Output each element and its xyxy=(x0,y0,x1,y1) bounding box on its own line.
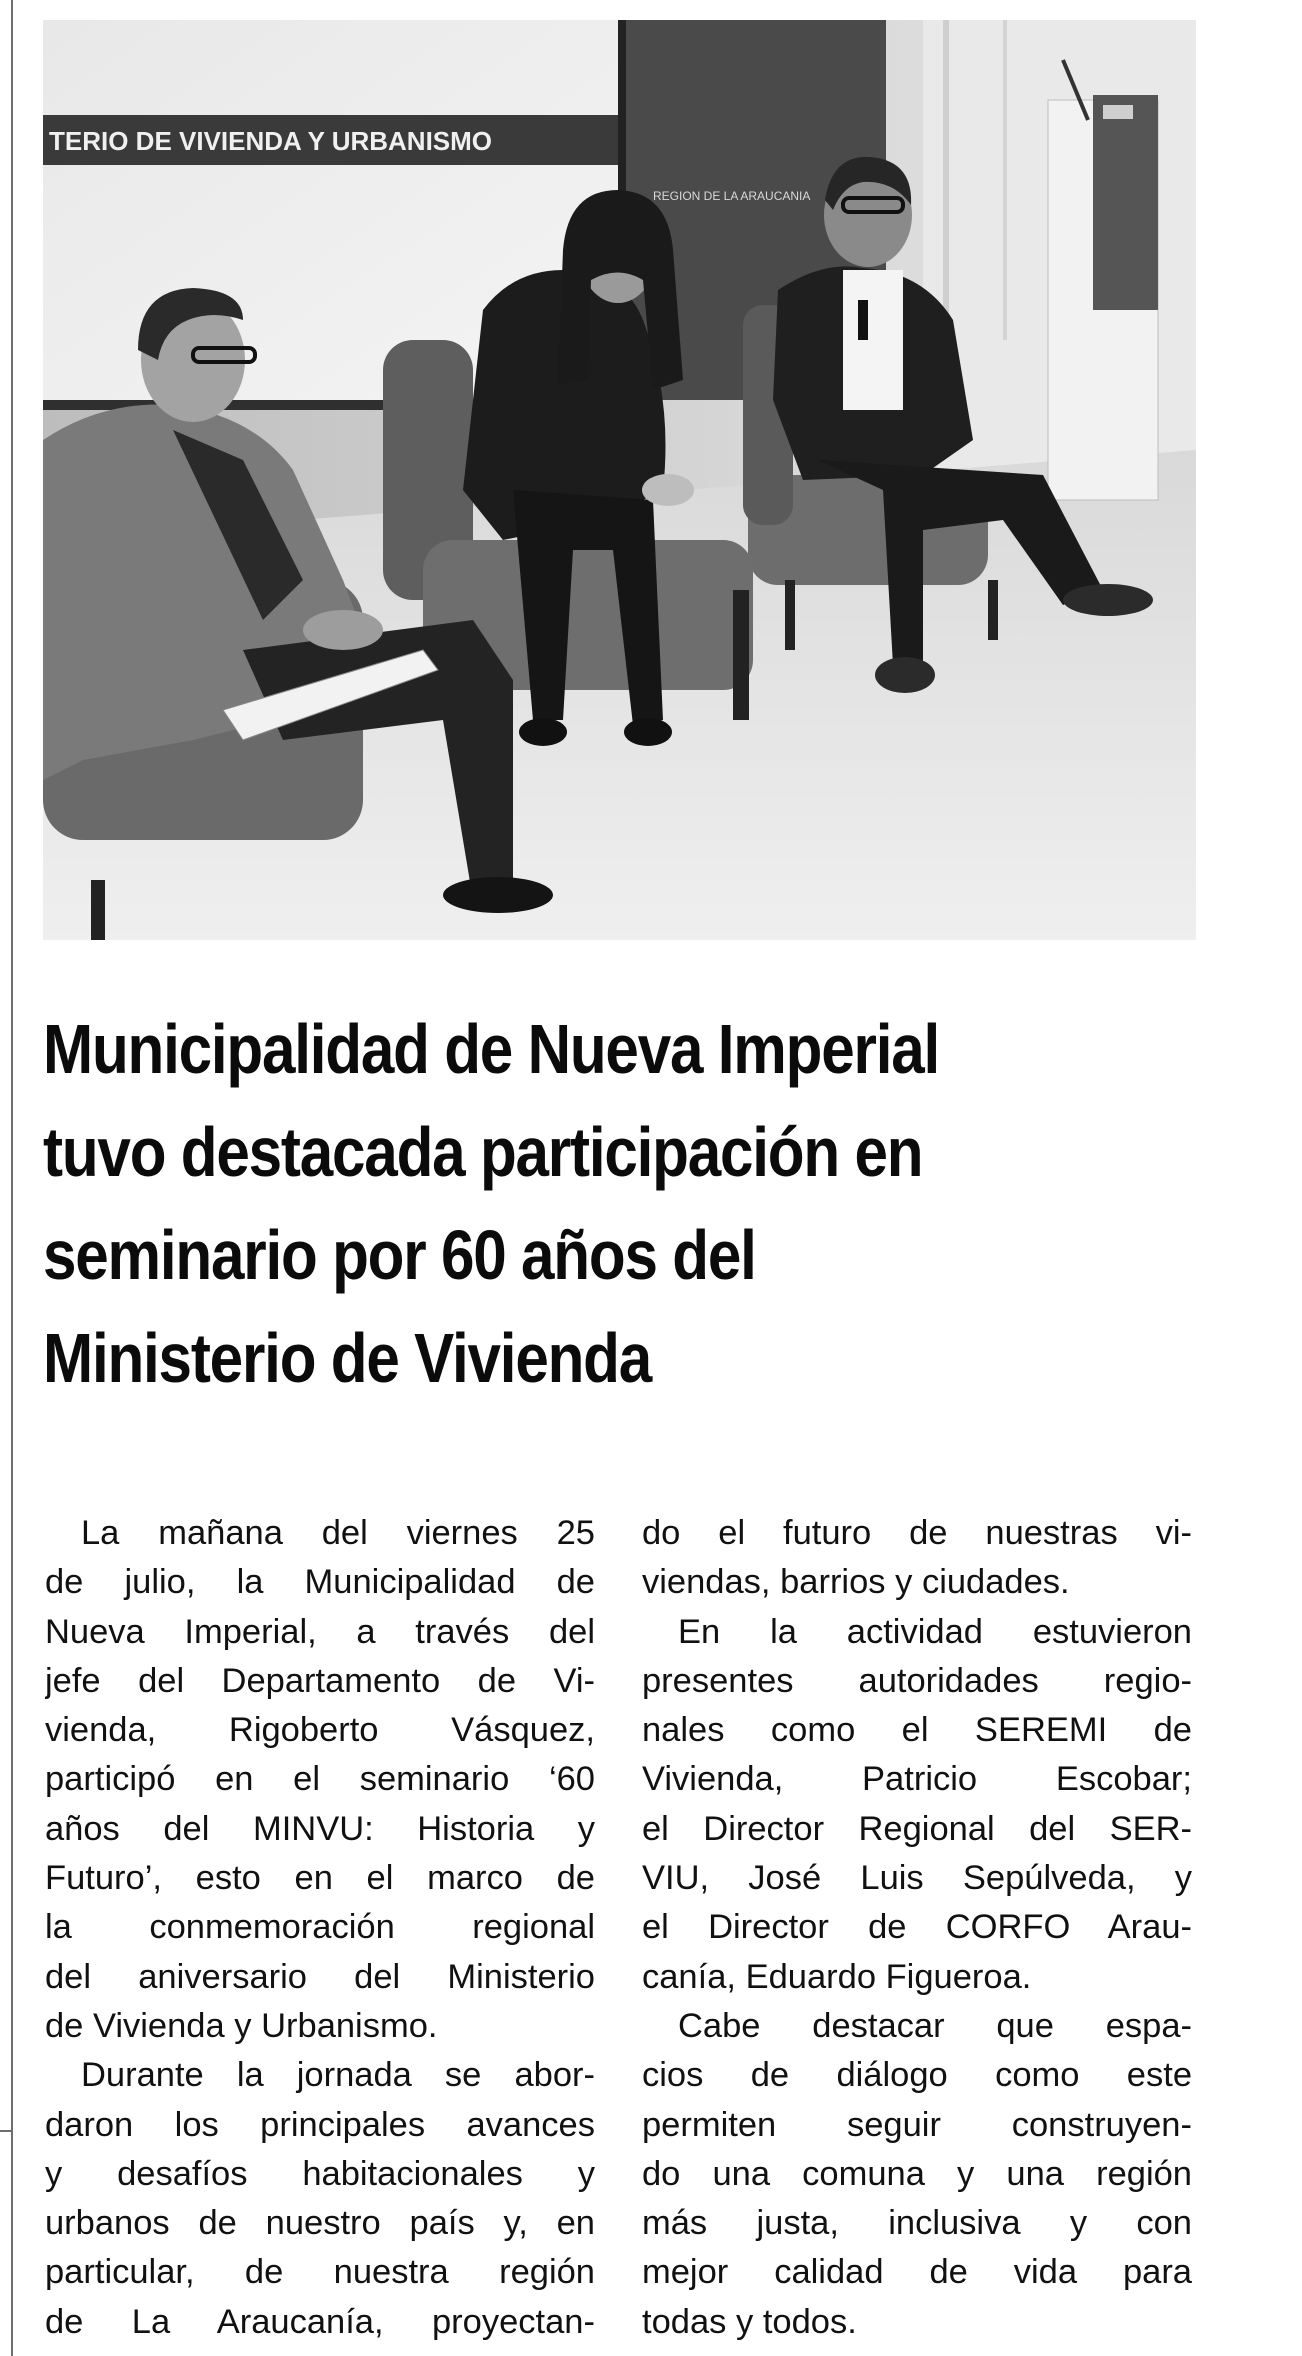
text-line: canía, Eduardo Figueroa. xyxy=(642,1957,1032,1996)
text-line: nales como el SEREMI de xyxy=(642,1711,1192,1750)
text-line: la conmemoración regional xyxy=(45,1908,595,1947)
headline-line: tuvo destacada participación en xyxy=(43,1113,923,1191)
text-line: Cabe destacar que espa- xyxy=(678,2006,1192,2045)
text-line: y desafíos habitacionales y xyxy=(45,2154,595,2193)
text-line: Futuro’, esto en el marco de xyxy=(45,1859,595,1898)
text-line: Durante la jornada se abor- xyxy=(81,2056,595,2095)
text-line: En la actividad estuvieron xyxy=(678,1612,1192,1651)
column-divider-rule xyxy=(11,0,13,2356)
text-line: VIU, José Luis Sepúlveda, y xyxy=(642,1859,1192,1898)
seminar-panel-photo xyxy=(43,20,1196,940)
banner-sign-text: REGION DE LA ARAUCANIA xyxy=(653,189,811,203)
text-line: de Vivienda y Urbanismo. xyxy=(45,2006,438,2045)
article-column-right xyxy=(642,1509,1192,2347)
text-line: particular, de nuestra región xyxy=(45,2253,595,2292)
text-line: do el futuro de nuestras vi- xyxy=(642,1514,1192,1552)
headline-line: Municipalidad de Nueva Imperial xyxy=(43,1010,940,1088)
text-line: el Director de CORFO Arau- xyxy=(642,1908,1192,1947)
text-line: Vivienda, Patricio Escobar; xyxy=(642,1760,1192,1799)
text-line: mejor calidad de vida para xyxy=(642,2253,1192,2292)
text-line: de La Araucanía, proyectan- xyxy=(45,2302,595,2341)
article-headline xyxy=(43,998,1075,1410)
text-line: años del MINVU: Historia y xyxy=(45,1809,595,1848)
paragraph xyxy=(642,1608,1192,2002)
text-line: el Director Regional del SER- xyxy=(642,1809,1192,1848)
text-line: daron los principales avances xyxy=(45,2105,595,2144)
text-line: viendas, barrios y ciudades. xyxy=(642,1563,1070,1602)
text-line: del aniversario del Ministerio xyxy=(45,1957,595,1996)
text-line: de julio, la Municipalidad de xyxy=(45,1563,595,1602)
text-line: La mañana del viernes 25 xyxy=(81,1514,595,1552)
text-line: presentes autoridades regio- xyxy=(642,1661,1192,1700)
text-line: Nueva Imperial, a través del xyxy=(45,1612,595,1651)
screen-banner-text: TERIO DE VIVIENDA Y URBANISMO xyxy=(49,126,493,156)
article-column-left xyxy=(45,1509,595,2347)
text-line: cios de diálogo como este xyxy=(642,2056,1192,2095)
headline-line: seminario por 60 años del xyxy=(43,1216,756,1294)
text-line: permiten seguir construyen- xyxy=(642,2105,1192,2144)
paragraph xyxy=(642,2002,1192,2347)
headline-line: Ministerio de Vivienda xyxy=(43,1319,652,1397)
text-line: do una comuna y una región xyxy=(642,2154,1192,2193)
paragraph xyxy=(45,2051,595,2347)
text-line: más justa, inclusiva y con xyxy=(642,2204,1192,2243)
paragraph xyxy=(642,1509,1192,1608)
text-line: jefe del Departamento de Vi- xyxy=(45,1661,595,1700)
paragraph xyxy=(45,1509,595,2051)
text-line: urbanos de nuestro país y, en xyxy=(45,2204,595,2243)
text-line: participó en el seminario ‘60 xyxy=(45,1760,595,1799)
column-divider-stub xyxy=(0,2130,12,2132)
text-line: todas y todos. xyxy=(642,2302,857,2341)
text-line: vienda, Rigoberto Vásquez, xyxy=(45,1711,595,1750)
